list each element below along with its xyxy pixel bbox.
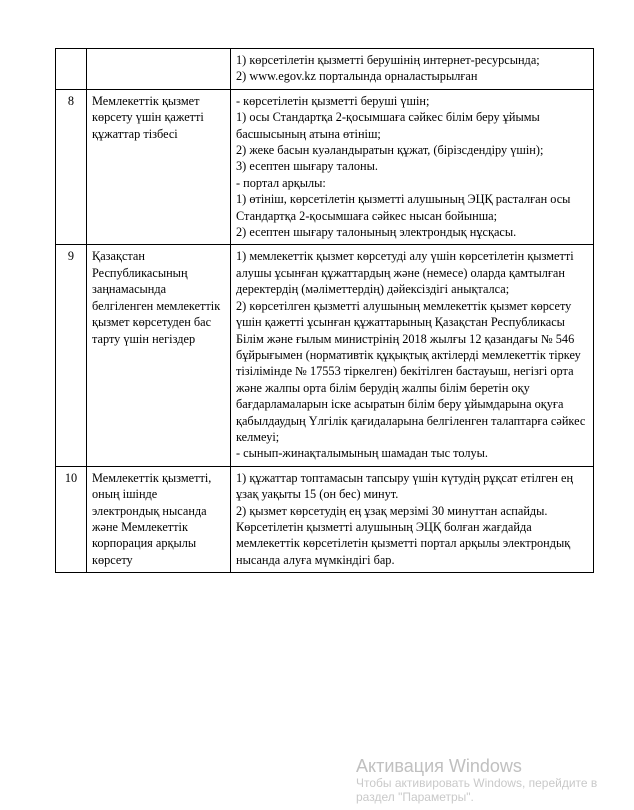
body-paragraph: - көрсетілетін қызметті беруші үшін; — [236, 93, 430, 108]
row-number: 8 — [67, 93, 75, 108]
table-row — [56, 89, 594, 245]
row-number-cell — [56, 49, 87, 90]
body-paragraph: Көрсетілетін қызметті алушының ЭЦҚ болған жағдайда мемлекеттік көрсетілетін қызметті портал арқылы электрондық нысанда алуға мүмкіндігі бар. — [236, 519, 571, 567]
body-paragraph: 2) www.egov.kz порталында орналастырылған — [236, 69, 478, 84]
row-name-cell — [87, 89, 231, 245]
row-name-cell — [87, 466, 231, 572]
body-paragraph: 1) мемлекеттік қызмет көрсетуді алу үшін көрсетілетін қызметті алушы ұсынған құжаттардың және (немесе) оларда қамтылған деректердің (мәліметтердің) дәйексіздігі анықталса; — [236, 249, 574, 297]
body-paragraph: 1) құжаттар топтамасын тапсыру үшін күтудің рұқсат етілген ең ұзақ уақыты 15 (он бес) минут. — [236, 470, 574, 502]
body-paragraph: - сынып-жинақталымының шамадан тыс толуы. — [236, 446, 488, 461]
row-number: 10 — [64, 470, 78, 485]
row-number: 9 — [67, 249, 75, 264]
body-paragraph: - портал арқылы: — [236, 175, 326, 190]
table-row — [56, 245, 594, 466]
body-paragraph: 3) есептен шығару талоны. — [236, 159, 378, 174]
table-row — [56, 466, 594, 572]
row-body-cell — [231, 49, 594, 90]
body-paragraph: 1) көрсетілетін қызметті берушінің интернет-ресурсында; — [236, 53, 540, 67]
row-body-cell — [231, 245, 594, 466]
row-name-cell — [87, 245, 231, 466]
body-paragraph: 2) жеке басын куәландыратын құжат, (бірізсдендіру үшін); — [236, 143, 544, 158]
body-paragraph: 2) есептен шығару талонының электрондық нұсқасы. — [236, 225, 517, 240]
row-number-cell — [56, 245, 87, 466]
row-name-cell — [87, 49, 231, 90]
row-number-cell — [56, 89, 87, 245]
table-row — [56, 49, 594, 90]
windows-activation-watermark — [356, 756, 616, 804]
body-paragraph: 1) осы Стандартқа 2-қосымшаға сәйкес білім беру ұйымы басшысының атына өтініш; — [236, 110, 540, 141]
body-paragraph: 2) көрсетілген қызметті алушының мемлекеттік қызмет көрсету үшін қажетті ұсынған құжаттарының Қазақстан Республикасы Білім және ғылым министрінің 2018 жылғы 12 қазандағы № 546 бұйрығымен (нормативтік құқықтық актілерді мемлекеттік тіркеу тізілімінде № 17553 тіркелген) бекітілген бастауыш, негізгі орта және жалпы орта білім берудің жалпы білім беретін оқу бағдарламаларын іске асыратын білім беру ұйымдарына оқуға қабылдаудың Үлгілік қағидаларына белгіленген талаптарға сәйкес келмеуі; — [236, 298, 586, 444]
body-paragraph: 1) өтініш, көрсетілетін қызметті алушының ЭЦҚ расталған осы Стандартқа 2-қосымшаға сәйкес нысан бойынша; — [236, 192, 571, 223]
watermark-subtitle: Чтобы активировать Windows, перейдите в раздел "Параметры". — [356, 776, 598, 804]
service-standard-table — [55, 48, 594, 573]
row-name: Мемлекеттік қызмет көрсету үшін қажетті құжаттар тізбесі — [92, 93, 204, 141]
watermark-title: Активация Windows — [356, 756, 522, 776]
row-name: Қазақстан Республикасының заңнамасында белгіленген мемлекеттік қызмет көрсетуден бас тарту үшін негіздер — [92, 249, 221, 346]
row-number-cell — [56, 466, 87, 572]
row-name: Мемлекеттік қызметті, оның ішінде электрондық нысанда және Мемлекеттік корпорация арқылы көрсету — [92, 470, 212, 567]
body-paragraph: 2) қызмет көрсетудің ең ұзақ мерзімі 30 минуттан аспайды. — [236, 503, 548, 518]
row-body-cell — [231, 89, 594, 245]
row-body-cell — [231, 466, 594, 572]
